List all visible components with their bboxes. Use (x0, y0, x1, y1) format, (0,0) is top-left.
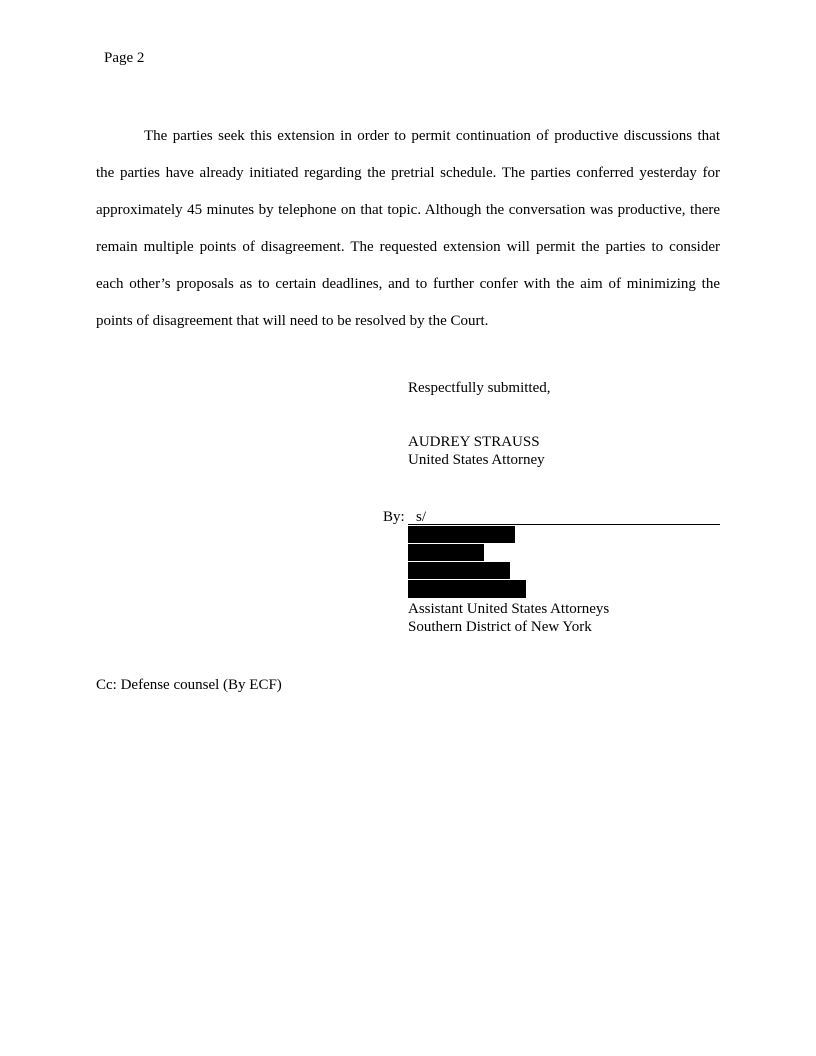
by-label: By: (383, 509, 405, 525)
attorney-title: United States Attorney (408, 452, 545, 468)
signature-mark-text: s/ (416, 509, 427, 525)
redaction-box (408, 526, 515, 543)
office-district: Southern District of New York (408, 619, 592, 635)
redaction-box (408, 544, 484, 561)
attorney-name: AUDREY STRAUSS (408, 434, 540, 450)
signature-line (383, 508, 720, 526)
attorney-block (408, 433, 545, 469)
office-title: Assistant United States Attorneys (408, 601, 610, 617)
office-block (408, 600, 609, 636)
redaction-box (408, 580, 526, 598)
signature-mark (406, 508, 426, 526)
cc-line: Cc: Defense counsel (By ECF) (96, 677, 282, 693)
page-number: Page 2 (104, 50, 145, 66)
closing-line: Respectfully submitted, (408, 380, 551, 396)
signature-underline (408, 508, 720, 525)
body-paragraph: The parties seek this extension in order to permit continuation of productive discussions that the parties have already initiated regarding the pretrial schedule. The parties conferred yesterday for approximately 45 minutes by telephone on that topic. Although the conversation was productive, there remain multiple points of disagreement. The requested extension will permit the parties to consider each other’s proposals as to certain deadlines, and to further confer with the aim of minimizing the points of disagreement that will need to be resolved by the Court. (96, 128, 720, 329)
redaction-box (408, 562, 510, 579)
